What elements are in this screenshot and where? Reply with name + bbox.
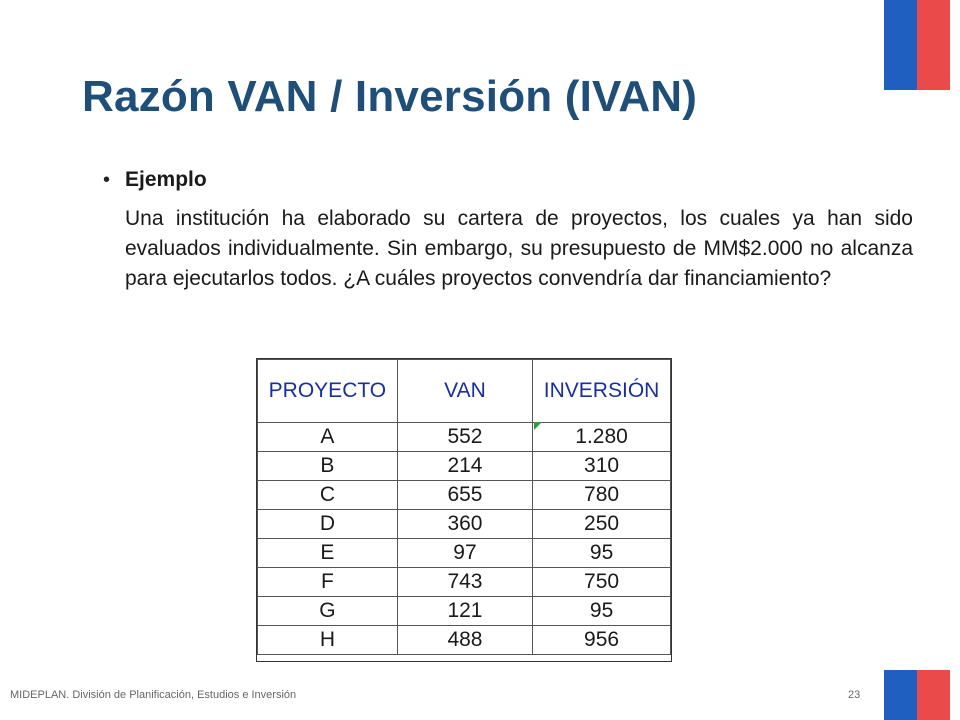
body-paragraph: Una institución ha elaborado su cartera de proyectos, los cuales ya han sido evaluados individualmente. Sin embargo, su presupuesto de MM$2.000 no alcanza para ejecutarlos todos. ¿A cuáles proyectos convendría dar financiamiento? xyxy=(125,207,913,290)
projects-table xyxy=(256,358,672,662)
cell-inversion: 780 xyxy=(533,481,671,510)
table-row xyxy=(258,539,671,568)
header-inversion: INVERSIÓN xyxy=(533,360,671,423)
footer-source: MIDEPLAN. División de Planificación, Estudios e Inversión xyxy=(10,689,297,701)
flag-decoration-bottom xyxy=(884,670,950,720)
cell-proyecto: H xyxy=(258,626,398,655)
table-row xyxy=(258,510,671,539)
table-row xyxy=(258,452,671,481)
cell-proyecto: B xyxy=(258,452,398,481)
table-row xyxy=(258,597,671,626)
cell-van: 121 xyxy=(397,597,532,626)
cell-van: 655 xyxy=(397,481,532,510)
header-proyecto: PROYECTO xyxy=(258,360,398,423)
table-row xyxy=(258,481,671,510)
cell-inversion: 250 xyxy=(533,510,671,539)
cell-proyecto: D xyxy=(258,510,398,539)
cell-comment-marker-icon xyxy=(534,422,542,430)
bullet-item xyxy=(103,168,207,192)
bullet-heading: Ejemplo xyxy=(125,168,207,191)
cell-inversion: 1.280 xyxy=(533,423,671,452)
cell-inversion: 956 xyxy=(533,626,671,655)
cell-inversion: 95 xyxy=(533,539,671,568)
page-number: 23 xyxy=(848,689,861,701)
flag-red-stripe xyxy=(917,0,950,90)
cell-proyecto: G xyxy=(258,597,398,626)
cell-inversion: 750 xyxy=(533,568,671,597)
table-row xyxy=(258,626,671,655)
cell-van: 360 xyxy=(397,510,532,539)
cell-van: 552 xyxy=(397,423,532,452)
table-row xyxy=(258,568,671,597)
flag-red-stripe xyxy=(917,670,950,720)
cell-van: 97 xyxy=(397,539,532,568)
cell-inversion: 310 xyxy=(533,452,671,481)
cell-proyecto: F xyxy=(258,568,398,597)
header-van: VAN xyxy=(397,360,532,423)
cell-proyecto: C xyxy=(258,481,398,510)
table-row xyxy=(258,423,671,452)
cell-proyecto: A xyxy=(258,423,398,452)
cell-inversion: 95 xyxy=(533,597,671,626)
flag-blue-stripe xyxy=(884,670,917,720)
cell-van: 743 xyxy=(397,568,532,597)
cell-van: 488 xyxy=(397,626,532,655)
flag-blue-stripe xyxy=(884,0,917,90)
bullet-dot-icon: • xyxy=(103,169,111,191)
flag-decoration-top xyxy=(884,0,950,90)
table-header-row xyxy=(258,360,671,423)
cell-proyecto: E xyxy=(258,539,398,568)
cell-van: 214 xyxy=(397,452,532,481)
slide-title: Razón VAN / Inversión (IVAN) xyxy=(82,72,698,121)
